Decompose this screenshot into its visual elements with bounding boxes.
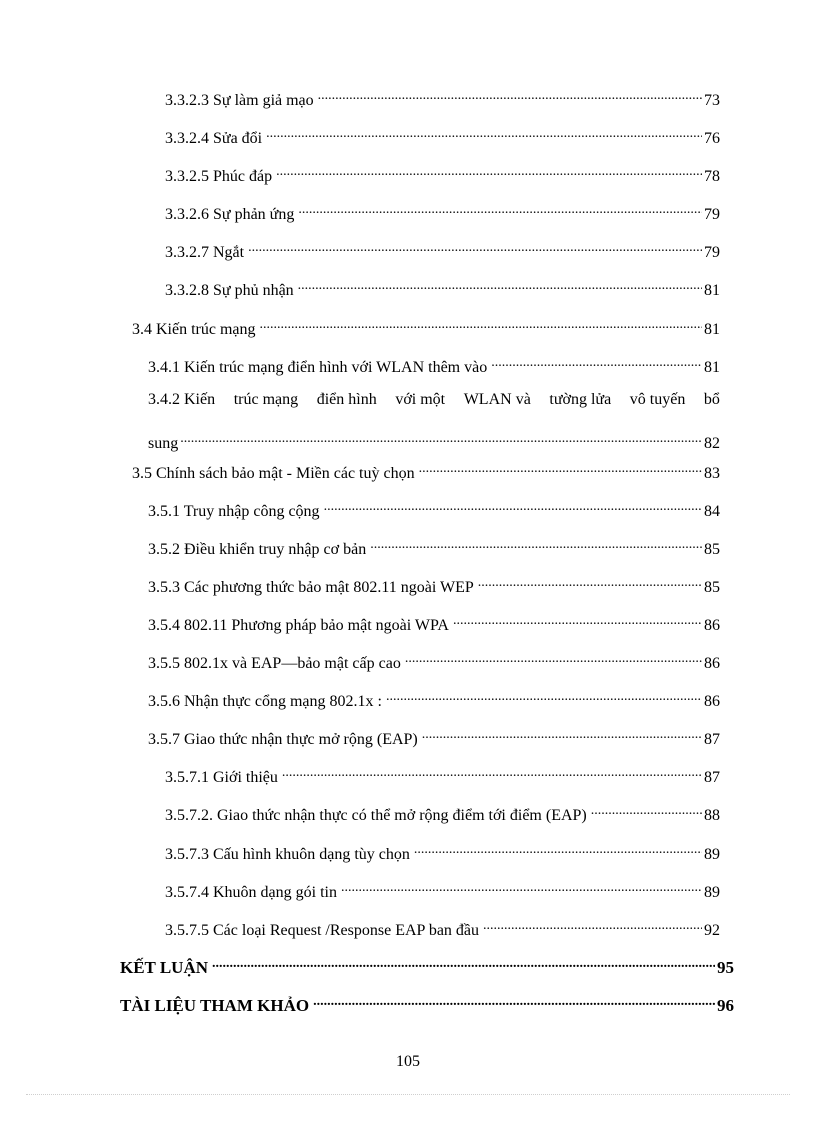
toc-entry-3-5-7-4[interactable] [165,877,720,903]
toc-entry-3-3-2-7[interactable] [165,237,720,263]
toc-entry-label: 3.5.4 802.11 Phương pháp bảo mật ngoài WPA [148,617,449,634]
toc-entry-label: 3.3.2.8 Sự phủ nhận [165,282,294,299]
toc-entry-3-3-2-6[interactable] [165,199,720,225]
dot-leader [370,534,702,554]
toc-entry-page: 82 [704,435,720,452]
toc-entry-3-5-4[interactable] [148,610,720,636]
toc-entry-page: 83 [704,465,720,482]
toc-entry-3-5-1[interactable] [148,496,720,522]
toc-word: với một [395,391,446,408]
toc-entry-label: 3.5 Chính sách bảo mật - Miền các tuỳ chọn [132,465,415,482]
dot-leader [318,85,702,105]
dot-leader [260,314,702,334]
toc-entry-label-line2 [148,428,720,454]
toc-entry-3-4[interactable] [132,314,720,340]
toc-entry-page: 95 [717,958,734,977]
dot-leader [453,610,702,630]
toc-entry-label: KẾT LUẬN [120,958,209,977]
toc-entry-page: 81 [704,282,720,299]
toc-word: tường lửa [549,391,612,408]
toc-word: vô tuyến [629,391,686,408]
dot-leader [282,762,702,782]
dot-leader [298,275,702,295]
toc-entry-page: 86 [704,617,720,634]
toc-entry-3-5-7[interactable] [148,724,720,750]
toc-entry-label: 3.4 Kiến trúc mạng [132,321,256,338]
dot-leader [422,724,702,744]
toc-entry-tai-lieu-tham-khao[interactable] [120,991,734,1016]
toc-entry-label: 3.3.2.6 Sự phản ứng [165,206,295,223]
dot-leader [414,839,702,859]
toc-entry-label: 3.3.2.7 Ngắt [165,244,245,261]
toc-entry-label: 3.5.7.2. Giao thức nhận thực có thể mở rộng điểm tới điểm (EAP) [165,807,587,824]
toc-entry-3-4-2[interactable] [148,390,720,454]
dot-leader [276,161,702,181]
toc-entry-page: 79 [704,206,720,223]
toc-entry-3-5-7-1[interactable] [165,762,720,788]
toc-entry-label-continuation: sung [148,435,179,452]
dot-leader [591,800,702,820]
toc-entry-page: 89 [704,846,720,863]
toc-entry-page: 85 [704,579,720,596]
toc-entry-page: 85 [704,541,720,558]
dot-leader [341,877,702,897]
dot-leader [266,123,702,143]
toc-entry-3-3-2-8[interactable] [165,275,720,301]
toc-entry-label: 3.5.7.4 Khuôn dạng gói tin [165,884,337,901]
toc-entry-page: 78 [704,168,720,185]
toc-entry-3-5-3[interactable] [148,572,720,598]
toc-entry-page: 81 [704,321,720,338]
page-bottom-divider [26,1094,790,1095]
toc-entry-label: 3.5.7.3 Cấu hình khuôn dạng tùy chọn [165,846,410,863]
dot-leader [478,572,702,592]
dot-leader [419,458,702,478]
toc-entry-label: 3.3.2.3 Sự làm giả mạo [165,92,314,109]
toc-entry-label: 3.5.2 Điều khiển truy nhập cơ bản [148,541,367,558]
toc-entry-label: 3.5.7.5 Các loại Request /Response EAP ban đầu [165,922,480,939]
toc-word: bổ [703,391,720,408]
toc-entry-3-3-2-5[interactable] [165,161,720,187]
toc-entry-label: 3.5.7.1 Giới thiệu [165,769,278,786]
toc-entry-label: 3.5.3 Các phương thức bảo mật 802.11 ngoài WEP [148,579,474,596]
toc-entry-3-5[interactable] [132,458,720,484]
toc-entry-page: 87 [704,769,720,786]
dot-leader [313,991,715,1011]
toc-entry-3-4-1[interactable] [148,352,720,378]
toc-entry-label: 3.3.2.4 Sửa đổi [165,130,263,147]
toc-entry-3-3-2-3[interactable] [165,85,720,111]
toc-entry-page: 81 [704,359,720,376]
dot-leader [491,352,702,372]
toc-entry-page: 86 [704,655,720,672]
dot-leader [180,428,702,448]
toc-entry-3-5-5[interactable] [148,648,720,674]
toc-entry-label: TÀI LIỆU THAM KHẢO [120,996,310,1015]
toc-entry-page: 76 [704,130,720,147]
toc-entry-3-5-7-3[interactable] [165,839,720,865]
dot-leader [298,199,702,219]
toc-entry-3-5-7-2[interactable] [165,800,720,826]
toc-entry-page: 96 [717,996,734,1015]
dot-leader [248,237,702,257]
toc-word: WLAN và [463,391,531,408]
toc-entry-3-3-2-4[interactable] [165,123,720,149]
toc-entry-label: 3.5.5 802.1x và EAP—bảo mật cấp cao [148,655,401,672]
toc-entry-page: 73 [704,92,720,109]
toc-entry-page: 88 [704,807,720,824]
dot-leader [324,496,702,516]
toc-entry-ket-luan[interactable] [120,953,734,978]
toc-entry-3-5-2[interactable] [148,534,720,560]
dot-leader [405,648,702,668]
dot-leader [483,915,702,935]
toc-entry-page: 86 [704,693,720,710]
toc-entry-page: 87 [704,731,720,748]
toc-entry-3-5-6[interactable] [148,686,720,712]
toc-entry-page: 92 [704,922,720,939]
toc-word: 3.4.2 Kiến [148,391,216,408]
toc-entry-page: 79 [704,244,720,261]
dot-leader [386,686,702,706]
toc-entry-label: 3.5.1 Truy nhập công cộng [148,503,320,520]
toc-entry-label: 3.3.2.5 Phúc đáp [165,168,273,185]
toc-entry-page: 89 [704,884,720,901]
toc-entry-label: 3.5.6 Nhận thực cổng mạng 802.1x : [148,693,382,710]
page-number: 105 [396,1053,420,1070]
toc-entry-label: 3.5.7 Giao thức nhận thực mở rộng (EAP) [148,731,418,748]
dot-leader [212,953,715,973]
toc-entry-page: 84 [704,503,720,520]
toc-entry-label-line1 [148,390,720,410]
toc-entry-label: 3.4.1 Kiến trúc mạng điển hình với WLAN thêm vào [148,359,488,376]
toc-word: trúc mạng [233,391,299,408]
toc-word: điển hình [316,391,377,408]
toc-entry-3-5-7-5[interactable] [165,915,720,941]
